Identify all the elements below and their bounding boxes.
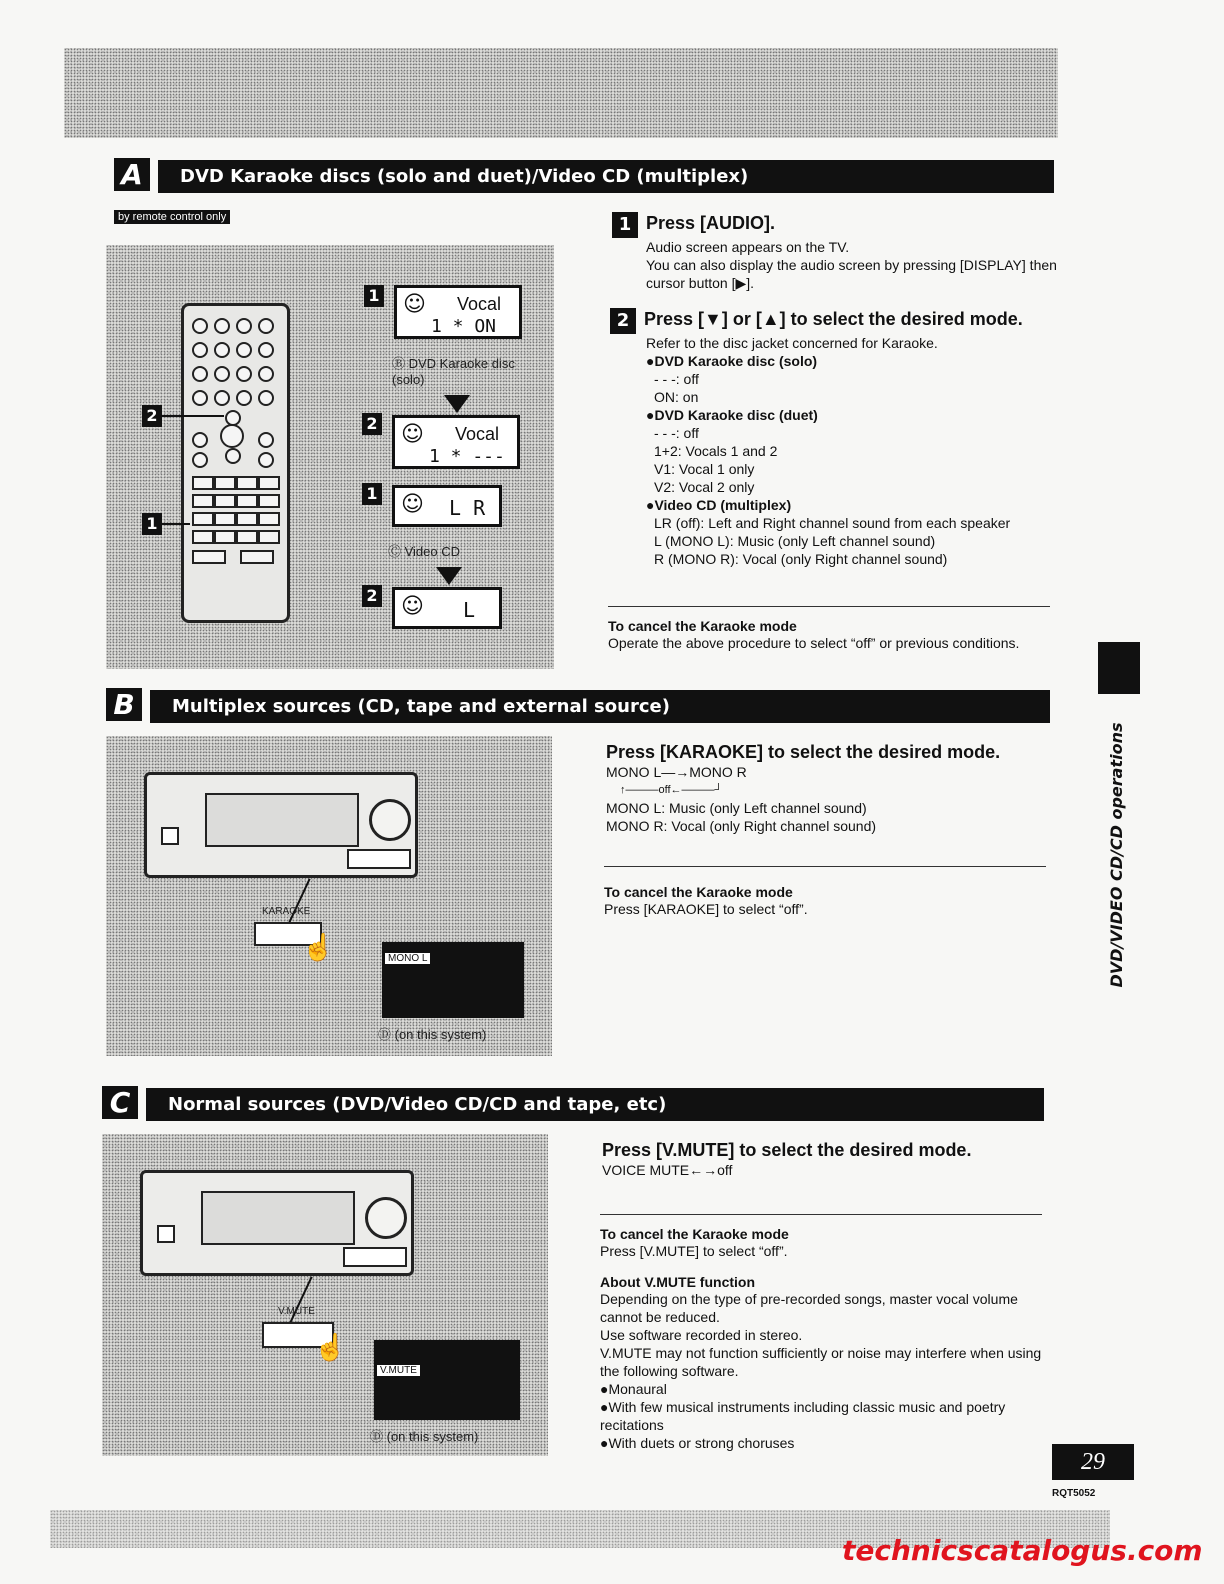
section-c-cancel	[600, 1226, 1046, 1452]
cursor-center-button[interactable]	[220, 424, 244, 448]
section-c-text	[602, 1140, 1052, 1179]
callout-2-tag: 2	[142, 405, 162, 427]
cycle-top: MONO L—→MONO R	[606, 764, 747, 780]
speaker-icon: ☺	[403, 292, 426, 317]
cancel-title-b: To cancel the Karaoke mode	[604, 884, 793, 900]
bullet-monaural: ●Monaural	[600, 1381, 667, 1397]
caption-video-cd: Ⓒ Video CD	[388, 544, 461, 559]
vcd-l: L (MONO L): Music (only Left channel sound)	[654, 533, 936, 549]
screen1-step: 1	[364, 285, 384, 307]
duet-12: 1+2: Vocals 1 and 2	[654, 443, 778, 459]
vcd-title: ●Video CD (multiplex)	[646, 497, 792, 513]
callout-1-tag: 1	[142, 513, 162, 535]
cancel-title-c: To cancel the Karaoke mode	[600, 1226, 789, 1242]
speaker-icon: ☺	[401, 492, 424, 517]
screen3-step: 1	[362, 483, 382, 505]
section-b-text	[606, 742, 1056, 835]
step1-block	[612, 212, 1062, 292]
caption-dvd-solo: Ⓑ DVD Karaoke disc (solo)	[392, 356, 515, 387]
step1-line2: You can also display the audio screen by pressing [DISPLAY] then cursor button [▶].	[646, 257, 1057, 291]
section-a-rule	[608, 606, 1050, 607]
screen2-line1: Vocal	[455, 424, 500, 444]
section-c-diagram	[102, 1134, 548, 1456]
section-b-cancel	[604, 884, 1054, 918]
cancel-text-a: Operate the above procedure to select “off” or previous conditions.	[608, 635, 1020, 651]
vmute-button-label: V.MUTE	[278, 1306, 315, 1317]
vmute-cycle: VOICE MUTE←→off	[602, 1162, 733, 1178]
screen-l	[392, 587, 502, 629]
audio-button[interactable]	[192, 512, 214, 526]
duet-title: ●DVD Karaoke disc (duet)	[646, 407, 818, 423]
header-band	[64, 48, 1058, 138]
section-b-heading: Press [KARAOKE] to select the desired mode.	[606, 742, 1001, 762]
speaker-icon: ☺	[401, 422, 424, 447]
callout-1-line	[162, 523, 190, 525]
screen4-step: 2	[362, 585, 382, 607]
step1-number: 1	[612, 212, 638, 238]
section-c-heading: Press [V.MUTE] to select the desired mode.	[602, 1140, 972, 1160]
screen-vocal-off	[392, 415, 520, 469]
cursor-down-button[interactable]	[225, 448, 241, 464]
screen2-line2: 1 * ---	[429, 446, 505, 467]
arrow-down-1	[444, 395, 470, 413]
cancel-text-c: Press [V.MUTE] to select “off”.	[600, 1243, 788, 1259]
vmute-chip: V.MUTE	[376, 1364, 421, 1377]
step2-block	[610, 308, 1060, 568]
about-p3: V.MUTE may not function sufficiently or noise may interfere when using the following software.	[600, 1345, 1042, 1379]
tv-display-c	[374, 1340, 520, 1420]
screen3-line1: L R	[449, 496, 486, 520]
section-c-rule	[600, 1214, 1042, 1215]
about-p2: Use software recorded in stereo.	[600, 1327, 803, 1343]
section-c-title: Normal sources (DVD/Video CD/CD and tape, etc)	[146, 1088, 1044, 1121]
duet-v2: V2: Vocal 2 only	[654, 479, 755, 495]
section-c-letter: C	[102, 1086, 138, 1119]
step2-line1: Refer to the disc jacket concerned for Karaoke.	[646, 335, 938, 351]
screen1-line2: 1 * ON	[431, 316, 497, 337]
side-tab-label: DVD/VIDEO CD/CD operations	[1107, 722, 1126, 988]
remote-control	[181, 303, 290, 623]
caption-c: Ⓓ (on this system)	[370, 1429, 479, 1444]
hand-pointer-icon: ☝	[302, 932, 335, 962]
watermark: technicscatalogus.com	[842, 1534, 1203, 1567]
section-b-title: Multiplex sources (CD, tape and external source)	[150, 690, 1050, 723]
caption-b: Ⓓ (on this system)	[378, 1027, 487, 1042]
section-a-title: DVD Karaoke discs (solo and duet)/Video CD (multiplex)	[158, 160, 1054, 193]
screen-vocal-on	[394, 285, 522, 339]
step1-heading: Press [AUDIO].	[646, 213, 776, 234]
solo-off: - - -: off	[654, 371, 699, 387]
hand-pointer-icon: ☝	[314, 1332, 347, 1362]
bullet-few-instruments: ●With few musical instruments including classic music and poetry recitations	[600, 1399, 1006, 1433]
step2-heading: Press [▼] or [▲] to select the desired mode.	[644, 309, 1023, 330]
arrow-down-2	[436, 567, 462, 585]
side-tab-block	[1098, 642, 1140, 694]
screen1-line1: Vocal	[457, 294, 502, 314]
screen4-line1: L	[463, 598, 476, 622]
cancel-title-a: To cancel the Karaoke mode	[608, 618, 797, 634]
section-b-diagram	[106, 736, 552, 1056]
cycle-bottom: ↑———off←———┘	[620, 784, 723, 796]
bullet-duets: ●With duets or strong choruses	[600, 1435, 795, 1451]
section-a-cancel	[608, 618, 1058, 652]
cancel-text-b: Press [KARAOKE] to select “off”.	[604, 901, 808, 917]
mono-l-desc: MONO L: Music (only Left channel sound)	[606, 800, 867, 816]
screen-lr	[392, 485, 502, 527]
step1-line1: Audio screen appears on the TV.	[646, 239, 850, 255]
about-title: About V.MUTE function	[600, 1274, 756, 1290]
solo-title: ●DVD Karaoke disc (solo)	[646, 353, 818, 369]
page-number: 29	[1052, 1444, 1134, 1480]
screen2-step: 2	[362, 413, 382, 435]
mono-l-chip: MONO L	[384, 952, 431, 965]
vcd-r: R (MONO R): Vocal (only Right channel sound)	[654, 551, 948, 567]
speaker-icon: ☺	[401, 594, 424, 619]
duet-off: - - -: off	[654, 425, 699, 441]
section-a-letter: A	[114, 158, 150, 191]
stereo-unit-c	[140, 1170, 414, 1276]
callout-2-line	[162, 415, 224, 417]
stereo-unit	[144, 772, 418, 878]
section-b-letter: B	[106, 688, 142, 721]
solo-on: ON: on	[654, 389, 699, 405]
step2-number: 2	[610, 308, 636, 334]
remote-only-tag: by remote control only	[114, 210, 230, 224]
duet-v1: V1: Vocal 1 only	[654, 461, 755, 477]
section-a-diagram	[106, 245, 554, 669]
about-p1: Depending on the type of pre-recorded songs, master vocal volume cannot be reduced.	[600, 1291, 1018, 1325]
mono-r-desc: MONO R: Vocal (only Right channel sound)	[606, 818, 877, 834]
section-b-rule	[604, 866, 1046, 867]
doc-code: RQT5052	[1052, 1488, 1096, 1499]
karaoke-button-label: KARAOKE	[262, 906, 311, 917]
vcd-lr: LR (off): Left and Right channel sound from each speaker	[654, 515, 1011, 531]
